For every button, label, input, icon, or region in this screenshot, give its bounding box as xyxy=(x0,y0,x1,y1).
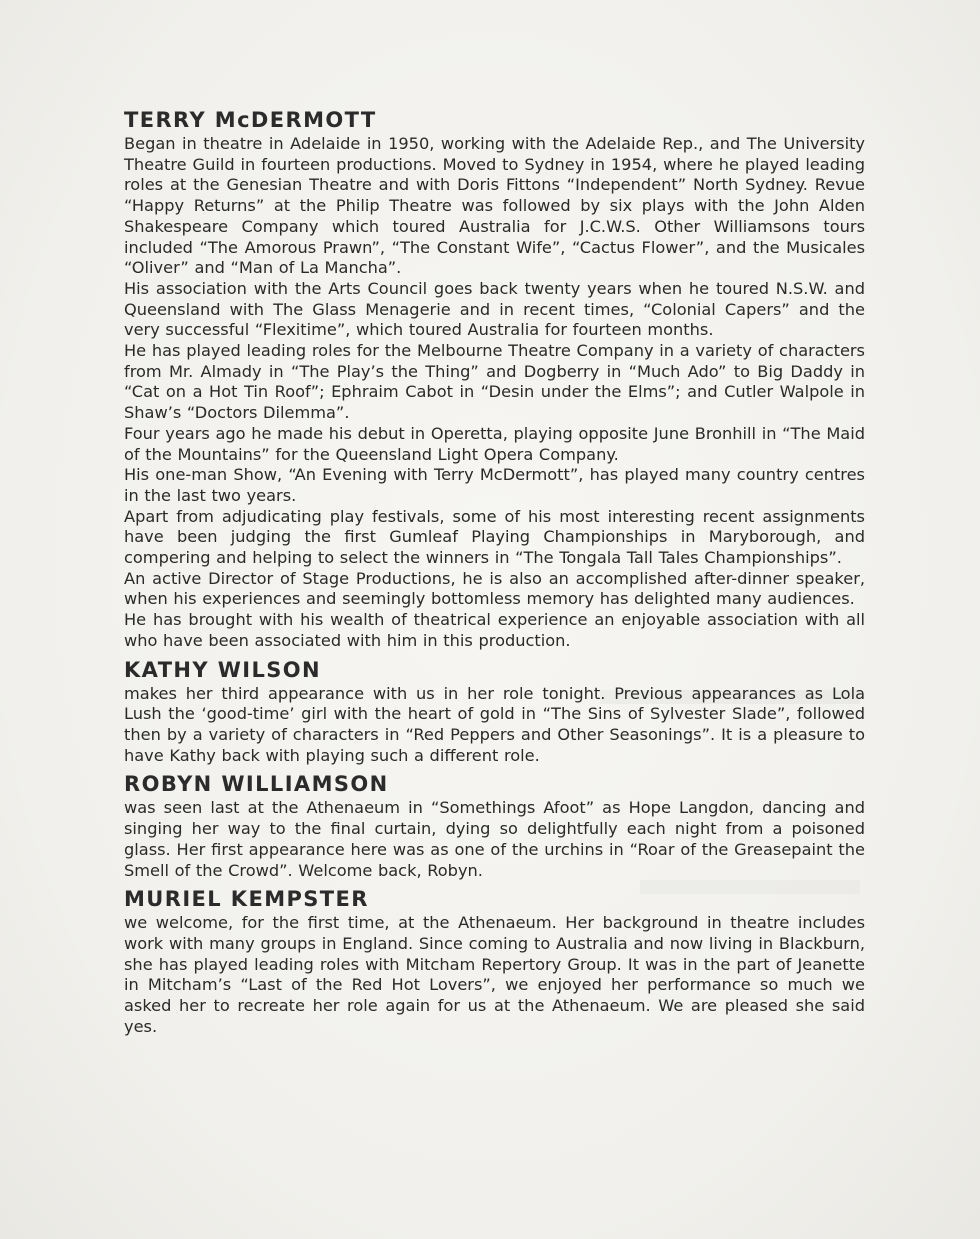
bio-paragraph: He has played leading roles for the Melbourne Theatre Company in a variety of characters from Mr. Almady in “The Play’s the Thing” and Dogberry in “Much Ado” to Big Daddy in “Cat on a Hot Tin Roof”; Ephraim Cabot in “Desin under the Elms”; and Cutler Walpole in Shaw’s “Doctors Dilemma”. xyxy=(124,341,865,423)
bio-paragraph: we welcome, for the first time, at the Athenaeum. Her background in theatre includes work with many groups in England. Since coming to Australia and now living in Blackburn, she has played leading roles with Mitcham Repertory Group. It was in the part of Jeanette in Mitcham’s “Last of the Red Hot Lovers”, we enjoyed her performance so much we asked her to recreate her role again for us at the Athenaeum. We are pleased she said yes. xyxy=(124,913,865,1036)
cast-biographies xyxy=(124,106,865,1037)
performer-name: MURIEL KEMPSTER xyxy=(124,887,369,912)
performer-name: KATHY WILSON xyxy=(124,657,322,682)
bio-paragraph: Four years ago he made his debut in Operetta, playing opposite June Bronhill in “The Maid of the Mountains” for the Queensland Light Opera Company. xyxy=(124,423,865,464)
bio-paragraph: was seen last at the Athenaeum in “Somethings Afoot” as Hope Langdon, dancing and singing her way to the final curtain, dying so delightfully each night from a poisoned glass. Her first appearance here was as one of the urchins in “Roar of the Greasepaint the Smell of the Crowd”. Welcome back, Robyn. xyxy=(124,798,865,880)
bio-paragraph: Apart from adjudicating play festivals, some of his most interesting recent assignments have been judging the first Gumleaf Playing Championships in Maryborough, and compering and helping to select the winners in “The Tongala Tall Tales Championships”. xyxy=(124,506,865,568)
bio-paragraph: His association with the Arts Council goes back twenty years when he toured N.S.W. and Queensland with The Glass Menagerie and in recent times, “Colonial Capers” and the very successful “Flexitime”, which toured Australia for fourteen months. xyxy=(124,278,865,340)
bio-paragraph: An active Director of Stage Productions, he is also an accomplished after-dinner speaker, when his experiences and seemingly bottomless memory has delighted many audiences. xyxy=(124,568,865,609)
bio-paragraph: Began in theatre in Adelaide in 1950, working with the Adelaide Rep., and The University Theatre Guild in fourteen productions. Moved to Sydney in 1954, where he played leading roles at the Genesian Theatre and with Doris Fittons “Independent” North Sydney. Revue “Happy Returns” at the Philip Theatre was followed by six plays with the John Alden Shakespeare Company which toured Australia for J.C.W.S. Other Williamsons tours included “The Amorous Prawn”, “The Constant Wife”, “Cactus Flower”, and the Musicales “Oliver” and “Man of La Mancha”. xyxy=(124,134,865,278)
bio-paragraph: His one-man Show, “An Evening with Terry McDermott”, has played many country centres in the last two years. xyxy=(124,465,865,505)
bio-section xyxy=(124,885,865,1037)
bio-section xyxy=(124,106,865,652)
bio-section xyxy=(124,656,865,767)
performer-name: TERRY McDERMOTT xyxy=(124,108,377,132)
performer-name: ROBYN WILLIAMSON xyxy=(124,772,389,797)
bio-paragraph: makes her third appearance with us in her role tonight. Previous appearances as Lola Lush the ‘good-time’ girl with the heart of gold in “The Sins of Sylvester Slade”, followed then by a variety of characters in “Red Peppers and Other Seasonings”. It is a pleasure to have Kathy back with playing such a different role. xyxy=(124,683,865,765)
bio-paragraph: He has brought with his wealth of theatrical experience an enjoyable association with all who have been associated with him in this production. xyxy=(124,610,865,650)
bio-section xyxy=(124,770,865,881)
